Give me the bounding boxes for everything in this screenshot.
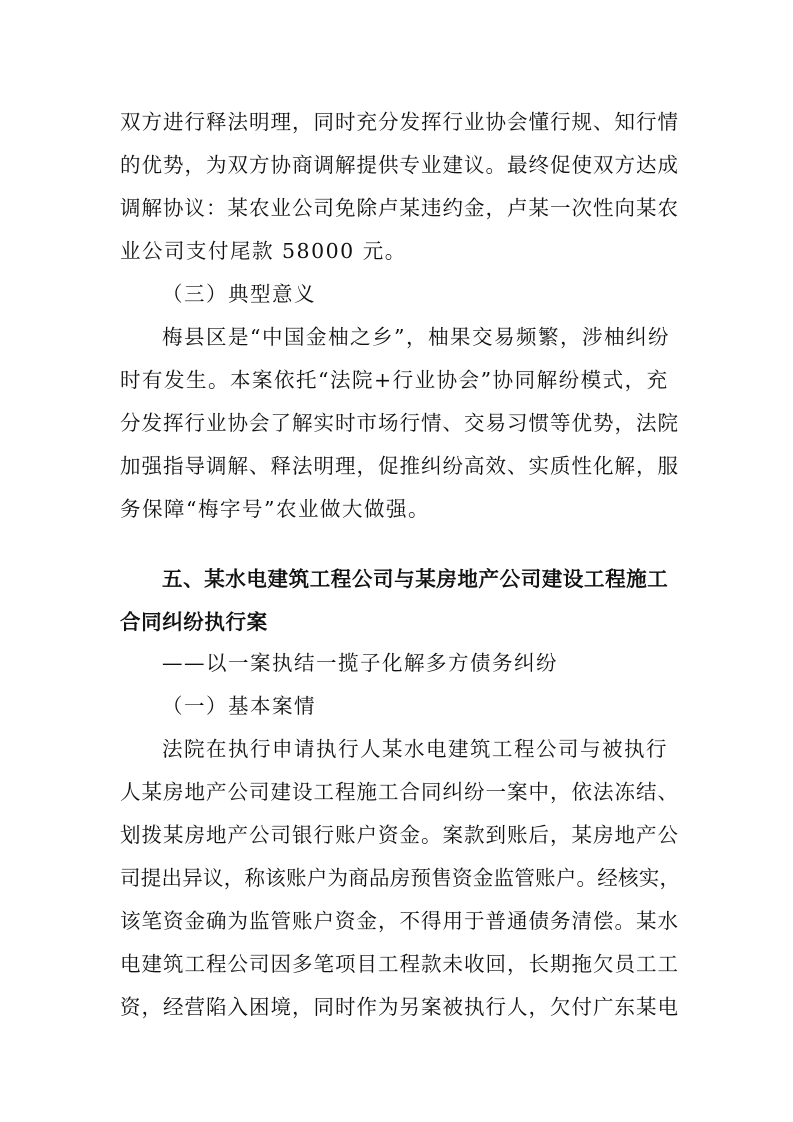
paragraph-line: 电建筑工程公司因多笔项目工程款未收回，长期拖欠员工工: [120, 952, 679, 976]
paragraph-line: 该笔资金确为监管账户资金，不得用于普通债务清偿。某水: [120, 909, 679, 933]
paragraph-line: 务保障“梅字号”农业做大做强。: [120, 497, 430, 521]
case-title: 合同纠纷执行案: [120, 610, 268, 634]
paragraph-line: 时有发生。本案依托“法院+行业协会”协同解纷模式，充: [120, 368, 669, 392]
paragraph-line: 人某房地产公司建设工程施工合同纠纷一案中，依法冻结、: [120, 780, 679, 804]
paragraph-line: 加强指导调解、释法明理，促推纠纷高效、实质性化解，服: [120, 454, 679, 478]
section-heading-basic-facts: （一）基本案情: [162, 694, 316, 718]
case-title: 五、某水电建筑工程公司与某房地产公司建设工程施工: [162, 567, 669, 591]
case-subtitle: ——以一案执结一揽子化解多方债务纠纷: [162, 651, 558, 675]
paragraph-line: 业公司支付尾款 58000 元。: [120, 239, 407, 263]
paragraph-line: 司提出异议，称该账户为商品房预售资金监管账户。经核实，: [120, 866, 681, 890]
section-heading-significance: （三）典型意义: [162, 282, 316, 306]
paragraph-line: 梅县区是“中国金柚之乡”，柚果交易频繁，涉柚纠纷: [162, 325, 670, 349]
paragraph-line: 的优势，为双方协商调解提供专业建议。最终促使双方达成: [120, 153, 679, 177]
paragraph-line: 双方进行释法明理，同时充分发挥行业协会懂行规、知行情: [120, 110, 679, 134]
paragraph-line: 分发挥行业协会了解实时市场行情、交易习惯等优势，法院: [120, 411, 679, 435]
paragraph-line: 划拨某房地产公司银行账户资金。案款到账后，某房地产公: [120, 823, 679, 847]
paragraph-line: 调解协议：某农业公司免除卢某违约金，卢某一次性向某农: [120, 196, 679, 220]
paragraph-line: 资，经营陷入困境，同时作为另案被执行人，欠付广东某电: [120, 995, 679, 1019]
paragraph-line: 法院在执行申请执行人某水电建筑工程公司与被执行: [162, 737, 668, 761]
